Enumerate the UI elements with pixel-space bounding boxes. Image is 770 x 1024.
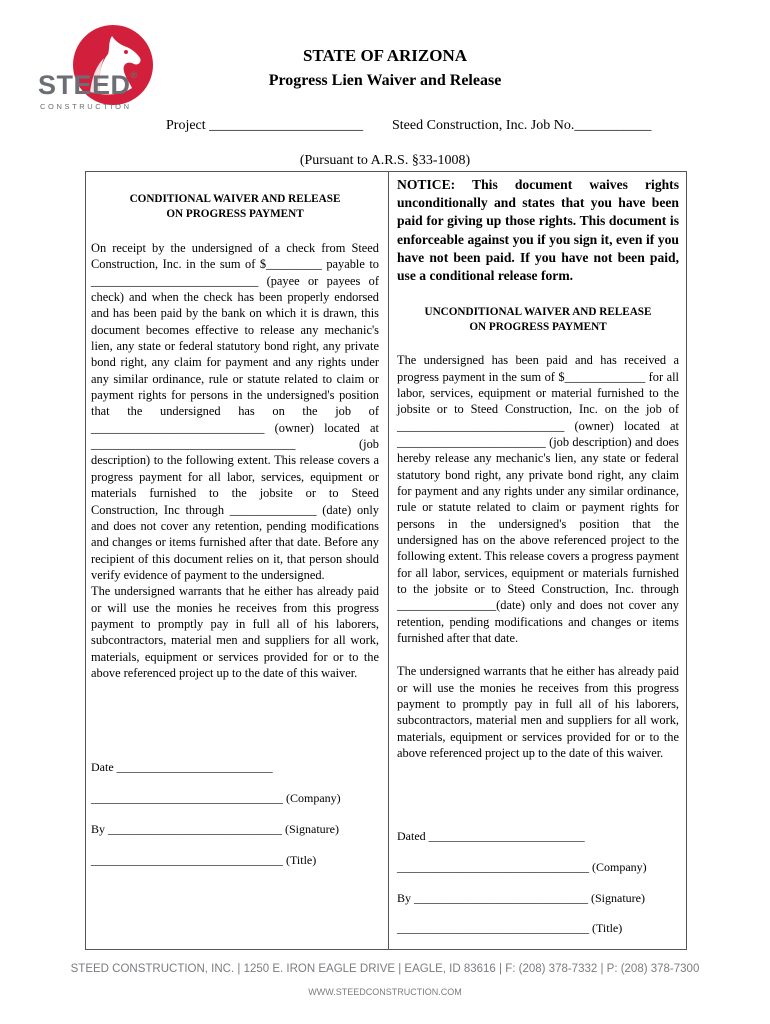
- column-divider: [388, 171, 389, 950]
- conditional-waiver-body: On receipt by the undersigned of a check from Steed Construction, Inc. in the sum of $_________ payable to ___________________________ (payee or payees of check) and when the check has been properly endorsed and has been paid by the bank on which it is drawn, this document becomes effective to release any mechanic's lien, any state or federal statutory bond right, any private bond right, any claim for payment and any rights under any similar ordinance, rule or statute related to claim or payment rights for persons in the undersigned's position that the undersigned has on the job of ____________________________ (owner) located at _________________________________ (job description) to the following extent. This release covers a progress payment for all labor, services, equipment or materials furnished to the jobsite or to Steed Construction, Inc through ______________ (date) only and does not cover any retention, pending modifications and changes or items furnished after that date. Before any recipient of this document relies on it, that person should verify evidence of payment to the undersigned.: [91, 241, 379, 582]
- conditional-waiver-section: [91, 192, 379, 681]
- unconditional-signature-field[interactable]: By _____________________________ (Signature): [397, 891, 645, 905]
- footer-website[interactable]: WWW.STEEDCONSTRUCTION.COM: [308, 987, 462, 997]
- document-subtitle: Progress Lien Waiver and Release: [268, 72, 502, 89]
- conditional-date-field[interactable]: Date __________________________: [91, 760, 273, 774]
- footer-address: STEED CONSTRUCTION, INC. | 1250 E. IRON EAGLE DRIVE | EAGLE, ID 83616 | F: (208) 378-7332 | P: (208) 378-7300: [70, 963, 700, 975]
- unconditional-company-field[interactable]: ________________________________ (Company): [397, 860, 647, 874]
- unconditional-warranty-body: The undersigned warrants that he either has already paid or will use the monies he receives from this progress payment to promptly pay in full all of his laborers, subcontractors, material men and suppliers for all work, materials, equipment or services provided for or to the above referenced project up to the date of this waiver.: [397, 664, 679, 761]
- conditional-waiver-heading: CONDITIONAL WAIVER AND RELEASE ON PROGRESS PAYMENT: [129, 193, 341, 220]
- conditional-company-field[interactable]: ________________________________ (Company): [91, 791, 341, 805]
- unconditional-waiver-section: [397, 176, 679, 761]
- unconditional-waiver-heading: UNCONDITIONAL WAIVER AND RELEASE ON PROGRESS PAYMENT: [424, 306, 652, 334]
- conditional-warranty-body: The undersigned warrants that he either has already paid or will use the monies he receives from this progress payment to promptly pay in full all of his laborers, subcontractors, material men and suppliers for all work, materials, equipment or services provided for or to the above referenced project up to the date of this waiver.: [91, 584, 379, 680]
- project-field[interactable]: Project ______________________: [166, 118, 364, 133]
- statute-reference: (Pursuant to A.R.S. §33-1008): [299, 153, 471, 168]
- conditional-signature-field[interactable]: By _____________________________ (Signature): [91, 822, 339, 836]
- logo-wordmark: STEED®: [38, 70, 138, 100]
- job-number-field[interactable]: Steed Construction, Inc. Job No.___________: [392, 118, 652, 133]
- unconditional-date-field[interactable]: Dated __________________________: [397, 829, 585, 843]
- notice-text: NOTICE: This document waives rights unconditionally and states that you have been paid for giving up those rights. This document is enforceable against you if you sign it, even if you have not been paid. If you have not been paid, use a conditional release form.: [397, 177, 679, 284]
- logo-subtitle: CONSTRUCTION: [40, 102, 132, 111]
- conditional-title-field[interactable]: ________________________________ (Title): [91, 853, 317, 867]
- document-title: STATE OF ARIZONA: [302, 46, 468, 65]
- unconditional-waiver-body: The undersigned has been paid and has received a progress payment in the sum of $_____________ for all labor, services, equipment or material furnished to the jobsite or to Steed Construction, Inc. on the job of ___________________________ (owner) located at ________________________ (job description) and does hereby release any mechanic's lien, any state or federal statutory bond right, any private bond right, any claim for payment and any rights under any similar ordinance, rule or statute related to claim or payment rights for persons in the undersigned's position that the undersigned has on the above referenced project to the following extent. This release covers a progress payment for all labor, services, equipment or materials furnished to the jobsite or to Steed Construction, Inc. through ________________(date) only and does not cover any retention, pending modifications and changes or items furnished after that date.: [397, 353, 679, 646]
- unconditional-title-field[interactable]: ________________________________ (Title): [397, 921, 623, 935]
